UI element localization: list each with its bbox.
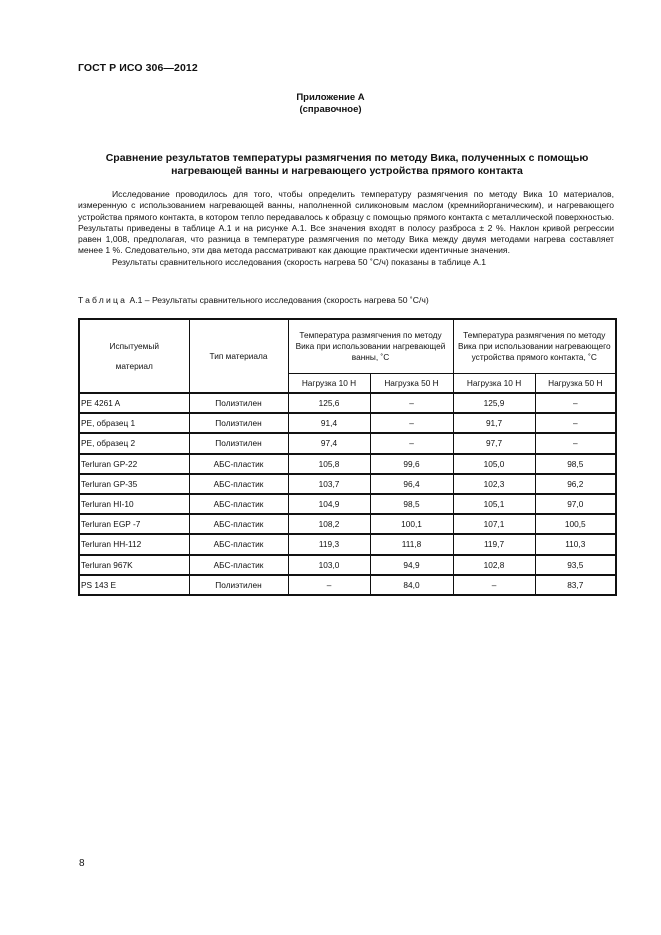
cell-material: Terluran GP-35: [79, 474, 189, 494]
page-number: 8: [79, 858, 85, 869]
cell-contact-50: 96,2: [535, 474, 616, 494]
cell-bath-10: 103,0: [288, 555, 370, 575]
cell-type: Полиэтилен: [189, 393, 288, 413]
appendix-heading: [0, 92, 661, 116]
cell-contact-10: 97,7: [453, 433, 535, 453]
header-contact-load10: Нагрузка 10 Н: [453, 374, 535, 394]
header-bath-load50: Нагрузка 50 Н: [370, 374, 453, 394]
table-caption-text: А.1 – Результаты сравнительного исследования (скорость нагрева 50 ˚С/ч): [127, 295, 429, 305]
body-text: [78, 189, 614, 268]
cell-bath-10: 97,4: [288, 433, 370, 453]
cell-type: АБС-пластик: [189, 514, 288, 534]
cell-material: PS 143 E: [79, 575, 189, 595]
cell-contact-10: –: [453, 575, 535, 595]
cell-bath-10: 108,2: [288, 514, 370, 534]
cell-contact-50: 83,7: [535, 575, 616, 595]
cell-material: Terluran HI-10: [79, 494, 189, 514]
cell-material: Terluran EGP -7: [79, 514, 189, 534]
cell-bath-10: –: [288, 575, 370, 595]
cell-bath-50: 99,6: [370, 454, 453, 474]
table-row: [79, 494, 616, 514]
cell-type: АБС-пластик: [189, 474, 288, 494]
cell-contact-50: 98,5: [535, 454, 616, 474]
cell-bath-50: –: [370, 433, 453, 453]
cell-material: Terluran GP-22: [79, 454, 189, 474]
standard-code: ГОСТ Р ИСО 306—2012: [78, 62, 198, 74]
cell-material: PE, образец 1: [79, 413, 189, 433]
table-row: [79, 393, 616, 413]
header-type: Тип материала: [189, 319, 288, 393]
cell-contact-50: –: [535, 413, 616, 433]
cell-material: PE 4261 A: [79, 393, 189, 413]
cell-bath-50: 111,8: [370, 534, 453, 554]
cell-contact-50: 110,3: [535, 534, 616, 554]
cell-contact-10: 105,1: [453, 494, 535, 514]
cell-bath-50: 100,1: [370, 514, 453, 534]
header-bath-group: Температура размягчения по методу Вика при использовании нагревающей ванны, ˚С: [288, 319, 453, 374]
table-row: [79, 575, 616, 595]
cell-type: АБС-пластик: [189, 555, 288, 575]
cell-contact-50: –: [535, 433, 616, 453]
table-row: [79, 555, 616, 575]
cell-type: АБС-пластик: [189, 454, 288, 474]
table-row: [79, 413, 616, 433]
cell-type: Полиэтилен: [189, 413, 288, 433]
section-title-line1: Сравнение результатов температуры размягчения по методу Вика, полученных с помощью: [105, 152, 589, 164]
cell-bath-10: 125,6: [288, 393, 370, 413]
header-contact-group: Температура размягчения по методу Вика при использовании нагревающего устройства прямого контакта, ˚С: [453, 319, 616, 374]
table-row: [79, 474, 616, 494]
results-table: [78, 318, 617, 596]
cell-type: АБС-пластик: [189, 494, 288, 514]
cell-bath-10: 91,4: [288, 413, 370, 433]
cell-bath-50: 84,0: [370, 575, 453, 595]
paragraph-study: Исследование проводилось для того, чтобы определить температуру размягчения по методу Вика 10 материалов, измеренную с использованием нагревающей ванны, наполненной силиконовым маслом (кремнийорганическим), и нагревающего устройства прямого контакта, в котором тепло передавалось к образцу с помощью прямого контакта с металлической поверхностью. Результаты приведены в таблице А.1 и на рисунке А.1. Все значения входят в полосу разброса ± 2 %. Наклон кривой регрессии равен 1,008, предполагая, что разница в температуре размягчения по методу Вика между двумя методами нагрева составляет менее 1 %. Следовательно, эти два метода рассматривают как дающие практически идентичные значения.: [78, 189, 614, 256]
cell-bath-10: 103,7: [288, 474, 370, 494]
cell-type: АБС-пластик: [189, 534, 288, 554]
cell-contact-10: 105,0: [453, 454, 535, 474]
table-caption: [78, 295, 429, 305]
table-row: [79, 514, 616, 534]
table-row: [79, 454, 616, 474]
header-contact-load50: Нагрузка 50 Н: [535, 374, 616, 394]
paragraph-results: Результаты сравнительного исследования (скорость нагрева 50 ˚С/ч) показаны в таблице А.1: [112, 256, 487, 267]
cell-contact-10: 102,8: [453, 555, 535, 575]
cell-bath-50: 94,9: [370, 555, 453, 575]
cell-bath-50: 96,4: [370, 474, 453, 494]
cell-contact-10: 107,1: [453, 514, 535, 534]
cell-contact-50: –: [535, 393, 616, 413]
cell-material: PE, образец 2: [79, 433, 189, 453]
cell-bath-10: 105,8: [288, 454, 370, 474]
cell-bath-50: –: [370, 393, 453, 413]
cell-contact-10: 125,9: [453, 393, 535, 413]
header-material: Испытуемый материал: [79, 319, 189, 393]
cell-contact-10: 119,7: [453, 534, 535, 554]
appendix-status: (справочное): [299, 104, 362, 115]
section-title: [80, 152, 614, 178]
table-row: [79, 433, 616, 453]
cell-bath-50: –: [370, 413, 453, 433]
cell-material: Terluran 967K: [79, 555, 189, 575]
cell-bath-10: 104,9: [288, 494, 370, 514]
cell-material: Terluran HH-112: [79, 534, 189, 554]
cell-contact-50: 97,0: [535, 494, 616, 514]
cell-type: Полиэтилен: [189, 575, 288, 595]
header-bath-load10: Нагрузка 10 Н: [288, 374, 370, 394]
cell-contact-10: 91,7: [453, 413, 535, 433]
appendix-label: Приложение А: [296, 92, 365, 103]
cell-bath-10: 119,3: [288, 534, 370, 554]
cell-contact-10: 102,3: [453, 474, 535, 494]
table-row: [79, 534, 616, 554]
cell-type: Полиэтилен: [189, 433, 288, 453]
cell-contact-50: 93,5: [535, 555, 616, 575]
table-caption-label: Таблица: [78, 295, 128, 305]
cell-contact-50: 100,5: [535, 514, 616, 534]
cell-bath-50: 98,5: [370, 494, 453, 514]
section-title-line2: нагревающей ванны и нагревающего устройства прямого контакта: [171, 165, 523, 177]
